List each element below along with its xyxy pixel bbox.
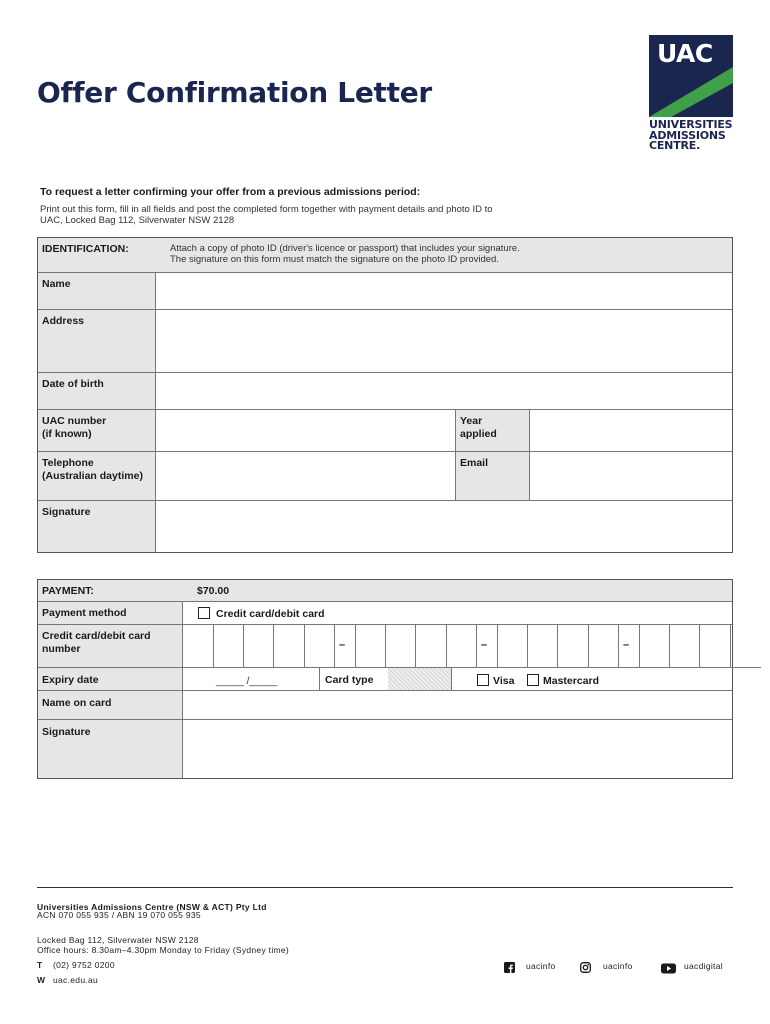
visa-label: Visa bbox=[493, 675, 515, 687]
intro-instructions bbox=[40, 204, 560, 226]
payment-table bbox=[37, 579, 733, 779]
identification-note-1: Attach a copy of photo ID (driver's licence or passport) that includes your signature. bbox=[170, 243, 520, 254]
logo-line-3: CENTRE. bbox=[649, 139, 701, 152]
footer-web-link[interactable]: uac.edu.au bbox=[53, 975, 99, 985]
footer-hours: Office hours: 8.30am–4.30pm Monday to Friday (Sydney time) bbox=[37, 945, 290, 955]
payment-method-label: Payment method bbox=[42, 607, 127, 619]
uac-number-label-line-1: UAC number bbox=[42, 415, 107, 427]
visa-checkbox[interactable] bbox=[477, 674, 489, 686]
year-applied-label bbox=[460, 415, 497, 441]
card-digit-box[interactable] bbox=[497, 625, 528, 668]
instagram-handle[interactable]: uacinfo bbox=[603, 961, 633, 971]
card-number-dash: – bbox=[481, 639, 488, 651]
name-field[interactable] bbox=[156, 273, 732, 310]
card-digit-box[interactable] bbox=[213, 625, 244, 668]
address-field[interactable] bbox=[156, 310, 732, 373]
card-digit-box[interactable] bbox=[274, 625, 305, 668]
dob-label: Date of birth bbox=[42, 378, 104, 390]
address-label: Address bbox=[42, 315, 85, 327]
credit-card-checkbox[interactable] bbox=[198, 607, 210, 619]
footer-phone: (02) 9752 0200 bbox=[53, 960, 115, 970]
logo-line-1: UNIVERSITIES bbox=[649, 118, 733, 131]
card-digit-box[interactable] bbox=[639, 625, 670, 668]
logo-line-2: ADMISSIONS bbox=[649, 128, 726, 142]
identification-header: IDENTIFICATION: bbox=[42, 243, 129, 255]
card-digit-box[interactable] bbox=[558, 625, 589, 668]
name-label: Name bbox=[42, 278, 71, 290]
card-number-label-line-1: Credit card/debit card bbox=[42, 630, 151, 642]
logo-wordmark bbox=[649, 120, 732, 152]
payment-header-row bbox=[38, 580, 732, 602]
card-number-dash: – bbox=[623, 639, 630, 651]
payment-signature-label: Signature bbox=[42, 726, 91, 738]
card-digit-box[interactable] bbox=[670, 625, 701, 668]
uac-number-label-line-2: (if known) bbox=[42, 428, 92, 440]
footer-org-name: Universities Admissions Centre (NSW & ACT) Pty Ltd bbox=[37, 902, 267, 912]
card-digit-box[interactable] bbox=[305, 625, 336, 668]
telephone-label bbox=[42, 457, 143, 483]
card-digit-box[interactable] bbox=[386, 625, 417, 668]
signature-field[interactable] bbox=[156, 501, 732, 552]
telephone-label-line-2: (Australian daytime) bbox=[42, 470, 143, 482]
card-type-label: Card type bbox=[325, 674, 374, 686]
uac-logo bbox=[649, 35, 733, 117]
footer-acn-abn: ACN 070 055 935 / ABN 19 070 055 935 bbox=[37, 910, 201, 920]
card-digit-box[interactable] bbox=[700, 625, 731, 668]
email-label: Email bbox=[460, 457, 489, 469]
uac-number-field[interactable] bbox=[156, 410, 456, 452]
intro-line-2: UAC, Locked Bag 112, Silverwater NSW 2128 bbox=[40, 215, 235, 226]
expiry-placeholder: _____ /_____ bbox=[216, 676, 278, 687]
logo-abbr: UAC bbox=[657, 39, 713, 68]
youtube-handle[interactable]: uacdigital bbox=[684, 961, 723, 971]
card-type-label-shading bbox=[388, 668, 451, 690]
identification-note-2: The signature on this form must match the signature on the photo ID provided. bbox=[170, 254, 499, 265]
payment-amount: $70.00 bbox=[197, 585, 230, 597]
card-number-label bbox=[42, 630, 151, 656]
footer-phone-label: T bbox=[37, 960, 43, 970]
card-digit-box[interactable] bbox=[447, 625, 478, 668]
card-number-dash: – bbox=[339, 639, 346, 651]
mastercard-checkbox[interactable] bbox=[527, 674, 539, 686]
expiry-label: Expiry date bbox=[42, 674, 99, 686]
credit-card-option-label: Credit card/debit card bbox=[216, 608, 325, 620]
card-digit-box[interactable] bbox=[416, 625, 447, 668]
page-title: Offer Confirmation Letter bbox=[37, 76, 432, 109]
signature-label: Signature bbox=[42, 506, 91, 518]
name-on-card-field[interactable] bbox=[183, 691, 732, 720]
year-applied-field[interactable] bbox=[530, 410, 732, 452]
card-digit-box[interactable] bbox=[528, 625, 559, 668]
footer-address: Locked Bag 112, Silverwater NSW 2128 bbox=[37, 935, 199, 945]
card-digit-box[interactable] bbox=[244, 625, 275, 668]
facebook-icon[interactable] bbox=[504, 962, 515, 973]
card-digit-box[interactable] bbox=[355, 625, 386, 668]
dob-field[interactable] bbox=[156, 373, 732, 410]
year-applied-label-line-2: applied bbox=[460, 428, 497, 440]
footer-divider bbox=[37, 887, 733, 888]
youtube-icon[interactable] bbox=[661, 963, 676, 974]
payment-signature-field[interactable] bbox=[183, 720, 732, 778]
facebook-handle[interactable]: uacinfo bbox=[526, 961, 556, 971]
identification-table bbox=[37, 237, 733, 553]
intro-heading: To request a letter confirming your offer from a previous admissions period: bbox=[40, 186, 421, 198]
payment-header: PAYMENT: bbox=[42, 585, 94, 597]
year-applied-label-line-1: Year bbox=[460, 415, 483, 427]
intro-line-1: Print out this form, fill in all fields and post the completed form together with payment details and photo ID to bbox=[40, 204, 493, 215]
email-field[interactable] bbox=[530, 452, 732, 501]
name-on-card-label: Name on card bbox=[42, 697, 112, 709]
instagram-icon[interactable] bbox=[580, 962, 591, 973]
card-digit-box[interactable] bbox=[731, 625, 762, 668]
uac-number-label bbox=[42, 415, 106, 441]
footer-web-label: W bbox=[37, 975, 46, 985]
telephone-label-line-1: Telephone bbox=[42, 457, 94, 469]
telephone-field[interactable] bbox=[156, 452, 456, 501]
card-digit-box[interactable] bbox=[589, 625, 620, 668]
mastercard-label: Mastercard bbox=[543, 675, 600, 687]
card-number-label-line-2: number bbox=[42, 643, 81, 655]
